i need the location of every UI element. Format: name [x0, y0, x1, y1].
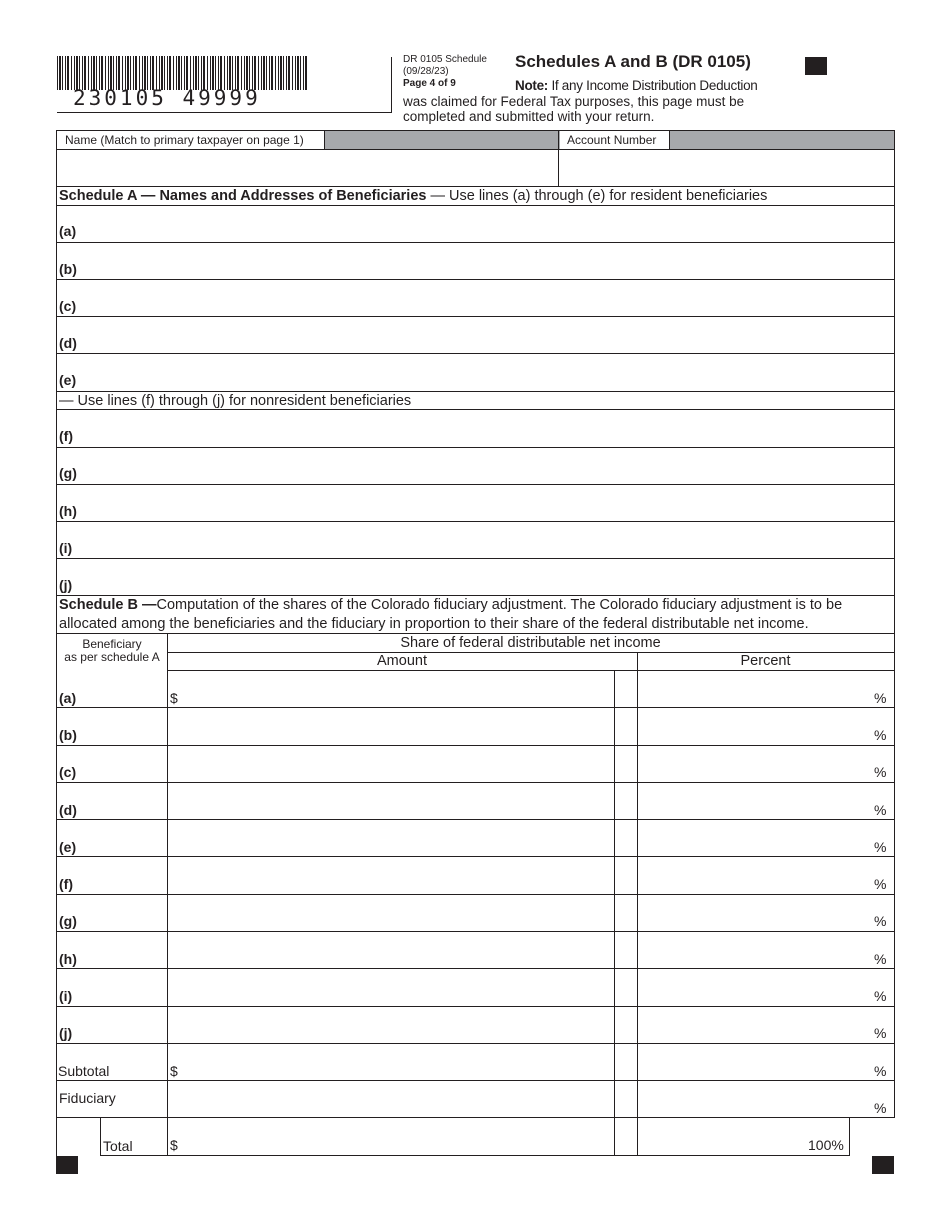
col-percent: Percent [740, 653, 791, 669]
percent-sign: % [874, 988, 887, 1004]
percent-sign: % [874, 1100, 887, 1116]
schedule-a-row-label: (e) [59, 372, 77, 388]
percent-sign: % [874, 690, 887, 706]
page-title: Schedules A and B (DR 0105) [515, 52, 751, 71]
percent-sign: % [874, 727, 887, 743]
account-number-label: Account Number [560, 131, 670, 149]
name-label: Name (Match to primary taxpayer on page 1) [57, 131, 325, 149]
percent-sign: % [874, 876, 887, 892]
barcode [57, 56, 309, 90]
percent-sign: % [874, 802, 887, 818]
percent-sign: % [874, 1025, 887, 1041]
schedule-b-row-label: (e) [59, 839, 77, 855]
percent-sign: % [874, 764, 887, 780]
schedule-a-row-label: (b) [59, 261, 77, 277]
registration-mark-bottom-right [872, 1156, 894, 1174]
subtotal-label: Subtotal [58, 1063, 110, 1079]
schedule-b-row-label: (h) [59, 951, 77, 967]
schedule-a-row-label: (a) [59, 223, 77, 239]
nonresident-heading: — Use lines (f) through (j) for nonresident beneficiaries [59, 393, 412, 409]
schedule-a-row-label: (g) [59, 465, 77, 481]
page-number: Page 4 of 9 [403, 78, 456, 89]
schedule-b-row-label: (c) [59, 764, 77, 780]
col-amount: Amount [377, 653, 427, 669]
total-label: Total [103, 1138, 133, 1154]
total-percent: 100% [808, 1137, 844, 1153]
schedule-b-row-label: (j) [59, 1025, 73, 1041]
col-share: Share of federal distributable net income [400, 635, 661, 651]
schedule-b-row-label: (f) [59, 876, 73, 892]
schedule-a-row-label: (f) [59, 428, 73, 444]
note-line-3: completed and submitted with your return. [403, 109, 655, 124]
percent-sign: % [874, 913, 887, 929]
schedule-a-row-label: (d) [59, 335, 77, 351]
percent-sign: % [874, 839, 887, 855]
form-id: DR 0105 Schedule [403, 54, 487, 65]
schedule-a-row-label: (h) [59, 503, 77, 519]
col-beneficiary: Beneficiary as per schedule A [64, 637, 160, 664]
schedule-a-row-label: (c) [59, 298, 77, 314]
schedule-a-row-label: (j) [59, 577, 73, 593]
schedule-b-row-label: (b) [59, 727, 77, 743]
schedule-b-row-label: (g) [59, 913, 77, 929]
schedule-a-row-label: (i) [59, 540, 73, 556]
percent-sign: % [874, 951, 887, 967]
schedule-a-heading: Schedule A — Names and Addresses of Beneficiaries — Use lines (a) through (e) for resident beneficiaries [59, 188, 768, 204]
barcode-number: 230105 49999 [73, 86, 261, 110]
schedule-b-heading-line-2: allocated among the beneficiaries and the fiduciary in proportion to their share of the federal distributable net income. [59, 616, 809, 632]
percent-sign: % [874, 1063, 887, 1079]
name-input[interactable] [57, 150, 558, 186]
dollar-sign: $ [170, 1137, 178, 1153]
account-number-input[interactable] [559, 150, 893, 186]
dollar-sign: $ [170, 1063, 178, 1079]
registration-mark-bottom-left [56, 1156, 78, 1174]
note-line-1: Note: If any Income Distribution Deduction [515, 78, 758, 93]
fiduciary-label: Fiduciary [59, 1090, 116, 1106]
note-line-2: was claimed for Federal Tax purposes, this page must be [403, 94, 745, 109]
schedule-b-row-label: (d) [59, 802, 77, 818]
schedule-b-row-label: (i) [59, 988, 73, 1004]
dollar-sign: $ [170, 690, 178, 706]
form-revision: (09/28/23) [403, 66, 449, 77]
schedule-b-row-label: (a) [59, 690, 77, 706]
schedule-b-heading: Schedule B —Computation of the shares of the Colorado fiduciary adjustment. The Colorado fiduciary adjustment is to be [59, 597, 843, 613]
registration-mark-top-right [805, 57, 827, 75]
